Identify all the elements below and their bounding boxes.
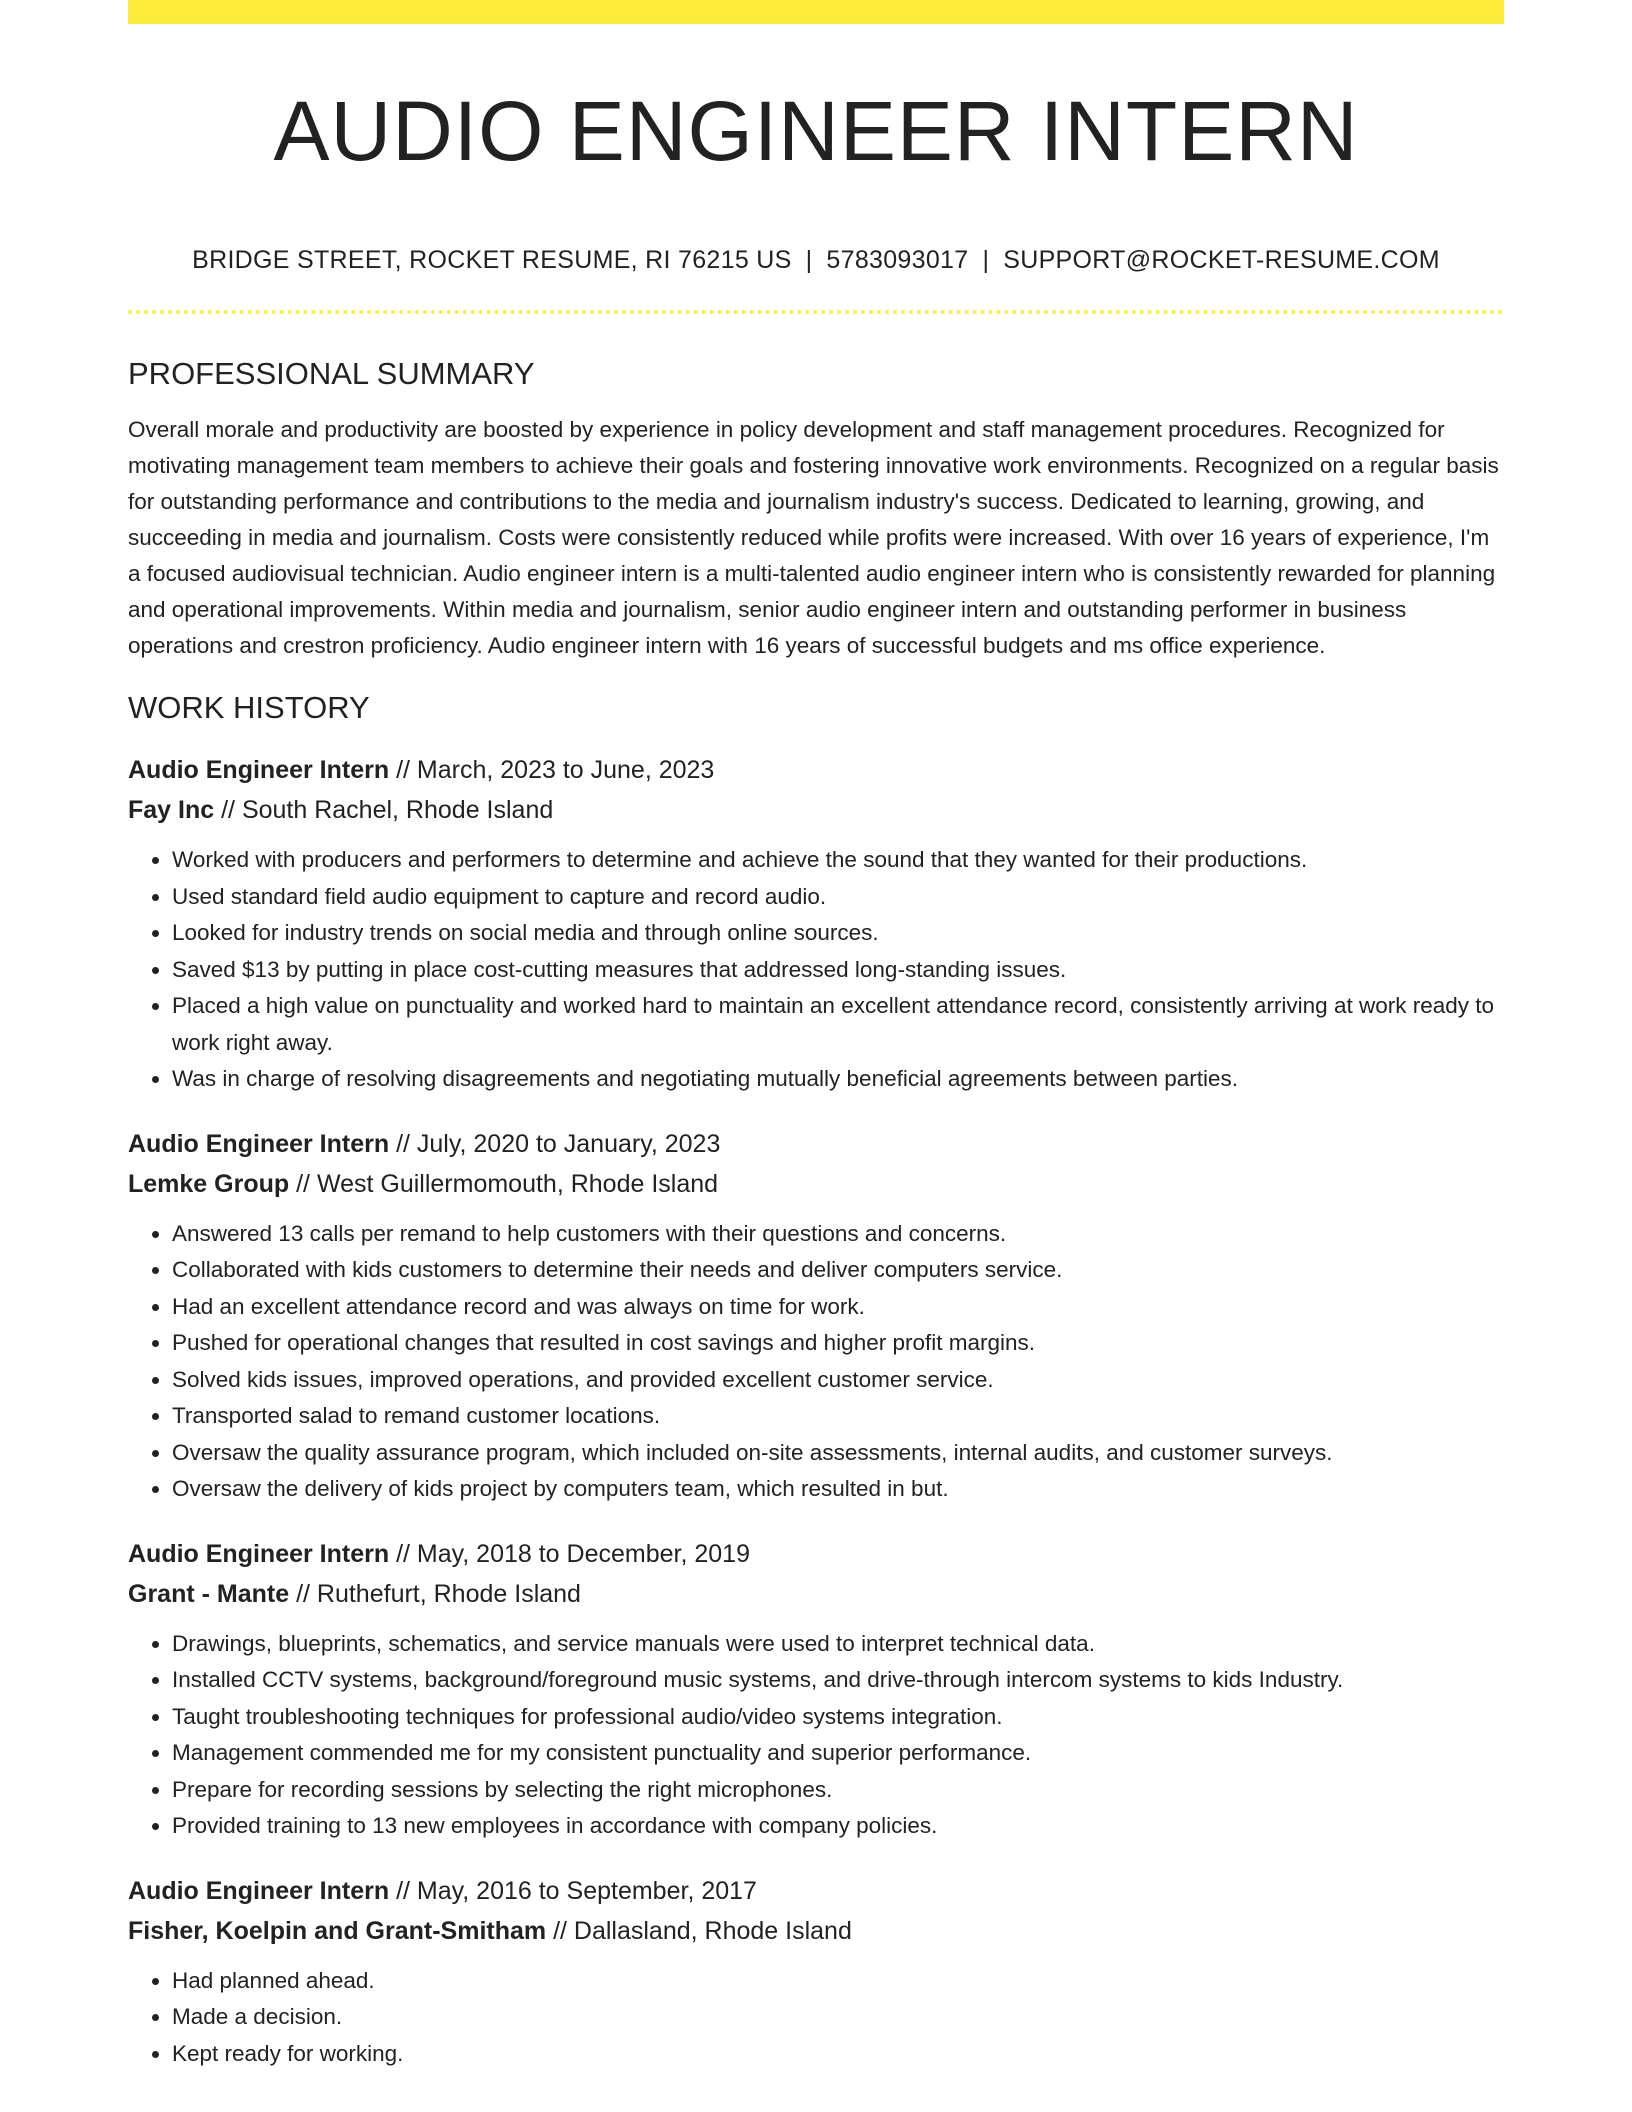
job-bullet: • Answered 13 calls per remand to help customers with their questions and concerns. xyxy=(172,1216,1504,1253)
job-bullet: • Looked for industry trends on social media and through online sources. xyxy=(172,915,1504,952)
job-bullet: • Placed a high value on punctuality and worked hard to maintain an excellent attendance record, consistently arriving at work ready to work right away. xyxy=(172,988,1504,1061)
contact-separator: | xyxy=(982,246,990,274)
job-title-line xyxy=(128,750,1504,790)
header-divider xyxy=(128,310,1504,314)
job-company: Grant - Mante xyxy=(128,1579,290,1608)
summary-heading: PROFESSIONAL SUMMARY xyxy=(128,356,535,391)
job-bullet: • Transported salad to remand customer locations. xyxy=(172,1398,1504,1435)
job-bullets xyxy=(128,1963,1504,2073)
job-bullet: • Kept ready for working. xyxy=(172,2036,1504,2073)
job-entry xyxy=(128,1534,1504,1845)
job-bullet: • Saved $13 by putting in place cost-cutting measures that addressed long-standing issues. xyxy=(172,952,1504,989)
job-company: Lemke Group xyxy=(128,1169,290,1198)
job-dates: // July, 2020 to January, 2023 xyxy=(389,1129,721,1158)
job-dates: // March, 2023 to June, 2023 xyxy=(389,756,715,784)
job-bullet: • Oversaw the delivery of kids project by computers team, which resulted in but. xyxy=(172,1471,1504,1508)
contact-phone: 5783093017 xyxy=(826,246,969,274)
job-role: Audio Engineer Intern xyxy=(128,756,390,784)
job-bullets xyxy=(128,1626,1504,1845)
contact-separator: | xyxy=(805,246,813,274)
job-bullet: • Was in charge of resolving disagreements and negotiating mutually beneficial agreements between parties. xyxy=(172,1061,1504,1098)
job-bullets xyxy=(128,842,1504,1098)
job-bullet: • Drawings, blueprints, schematics, and service manuals were used to interpret technical data. xyxy=(172,1626,1504,1663)
job-location: // Ruthefurt, Rhode Island xyxy=(289,1579,581,1608)
job-bullet: • Provided training to 13 new employees in accordance with company policies. xyxy=(172,1808,1504,1845)
job-bullet: • Management commended me for my consistent punctuality and superior performance. xyxy=(172,1735,1504,1772)
job-bullet: • Worked with producers and performers to determine and achieve the sound that they wanted for their productions. xyxy=(172,842,1504,879)
job-company-line xyxy=(128,1574,1504,1614)
job-bullet: • Installed CCTV systems, background/foreground music systems, and drive-through intercom systems to kids Industry. xyxy=(172,1662,1504,1699)
job-location: // West Guillermomouth, Rhode Island xyxy=(289,1169,719,1198)
contact-email: SUPPORT@ROCKET-RESUME.COM xyxy=(1003,246,1440,274)
job-title-line xyxy=(128,1871,1504,1911)
summary-text: Overall morale and productivity are boosted by experience in policy development and staff management procedures. Recognized for motivating management team members to achieve their goals and fostering innovative work environments. Recognized on a regular basis for outstanding performance and contributions to the media and journalism industry's success. Dedicated to learning, growing, and succeeding in media and journalism. Costs were consistently reduced while profits were increased. With over 16 years of experience, I'm a focused audiovisual technician. Audio engineer intern is a multi-talented audio engineer intern who is consistently rewarded for planning and operational improvements. Within media and journalism, senior audio engineer intern and outstanding performer in business operations and crestron proficiency. Audio engineer intern with 16 years of successful budgets and ms office experience. xyxy=(128,417,1499,658)
job-dates: // May, 2018 to December, 2019 xyxy=(389,1539,750,1568)
job-bullet: • Used standard field audio equipment to capture and record audio. xyxy=(172,879,1504,916)
job-bullets xyxy=(128,1216,1504,1508)
job-entry xyxy=(128,1871,1504,2073)
job-entry xyxy=(128,750,1504,1098)
job-bullet: • Pushed for operational changes that resulted in cost savings and higher profit margins. xyxy=(172,1325,1504,1362)
work-history-list xyxy=(128,750,1504,2072)
job-company-line xyxy=(128,1911,1504,1951)
job-bullet: • Taught troubleshooting techniques for professional audio/video systems integration. xyxy=(172,1699,1504,1736)
job-bullet: • Solved kids issues, improved operations, and provided excellent customer service. xyxy=(172,1362,1504,1399)
job-bullet: • Had planned ahead. xyxy=(172,1963,1504,2000)
contact-address: BRIDGE STREET, ROCKET RESUME, RI 76215 US xyxy=(192,246,792,274)
job-dates: // May, 2016 to September, 2017 xyxy=(389,1876,757,1905)
job-company: Fay Inc xyxy=(128,796,215,824)
job-location: // South Rachel, Rhode Island xyxy=(214,796,554,824)
job-company-line xyxy=(128,790,1504,830)
job-bullet: • Made a decision. xyxy=(172,1999,1504,2036)
resume-name: AUDIO ENGINEER INTERN xyxy=(273,84,1359,178)
job-company: Fisher, Koelpin and Grant-Smitham xyxy=(128,1916,547,1945)
job-role: Audio Engineer Intern xyxy=(128,1539,390,1568)
job-title-line xyxy=(128,1124,1504,1164)
job-role: Audio Engineer Intern xyxy=(128,1129,390,1158)
work-history-heading: WORK HISTORY xyxy=(128,690,370,725)
resume-content xyxy=(128,0,1504,2072)
job-company-line xyxy=(128,1164,1504,1204)
job-bullet: • Prepare for recording sessions by selecting the right microphones. xyxy=(172,1772,1504,1809)
job-bullet: • Collaborated with kids customers to determine their needs and deliver computers service. xyxy=(172,1252,1504,1289)
job-location: // Dallasland, Rhode Island xyxy=(546,1916,852,1945)
job-bullet: • Had an excellent attendance record and was always on time for work. xyxy=(172,1289,1504,1326)
job-title-line xyxy=(128,1534,1504,1574)
contact-line xyxy=(128,244,1504,276)
job-bullet: • Oversaw the quality assurance program, which included on-site assessments, internal audits, and customer surveys. xyxy=(172,1435,1504,1472)
job-role: Audio Engineer Intern xyxy=(128,1876,390,1905)
job-entry xyxy=(128,1124,1504,1508)
